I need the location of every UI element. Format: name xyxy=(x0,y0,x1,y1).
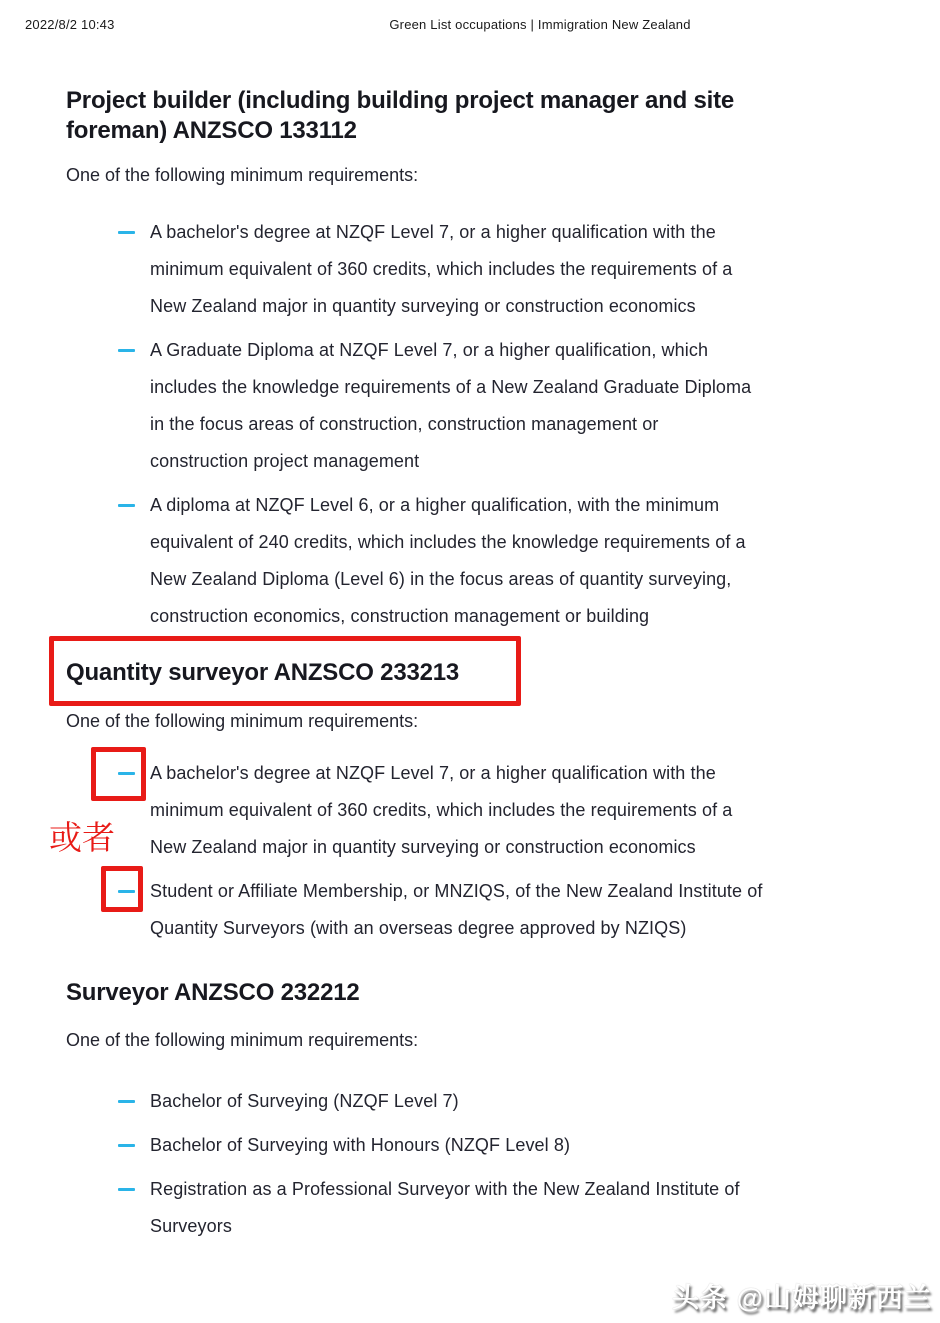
list-item-text: A Graduate Diploma at NZQF Level 7, or a higher qualification, which includes the knowledge requirements of a New Zealand Graduate Diploma in the focus areas of construction, construction management or construction project management xyxy=(150,340,752,471)
list-item xyxy=(118,755,798,866)
intro-surveyor: One of the following minimum requirements: xyxy=(66,1030,419,1050)
dash-bullet-icon xyxy=(118,1144,135,1147)
list-item-text: Bachelor of Surveying (NZQF Level 7) xyxy=(150,1091,459,1111)
red-annotation-box-bullet-1 xyxy=(91,747,146,801)
list-item xyxy=(118,1171,798,1245)
list-item xyxy=(118,487,798,635)
dash-bullet-icon xyxy=(118,1188,135,1191)
requirements-list-quantity-surveyor xyxy=(118,755,798,954)
list-item xyxy=(118,1083,798,1120)
list-item-text: Student or Affiliate Membership, or MNZIQS, of the New Zealand Institute of Quantity Surveyors (with an overseas degree approved by NZIQS) xyxy=(150,881,763,938)
list-item xyxy=(118,1127,798,1164)
list-item-text: Registration as a Professional Surveyor with the New Zealand Institute of Surveyors xyxy=(150,1179,740,1236)
dash-bullet-icon xyxy=(118,504,135,507)
list-item-text: A bachelor's degree at NZQF Level 7, or a higher qualification with the minimum equivalent of 360 credits, which includes the requirements of a New Zealand major in quantity surveying or construction economics xyxy=(150,763,733,857)
section-heading-surveyor: Surveyor ANZSCO 232212 xyxy=(66,979,360,1006)
list-item xyxy=(118,332,798,480)
or-annotation-label: 或者 xyxy=(49,819,115,856)
print-timestamp: 2022/8/2 10:43 xyxy=(25,17,115,32)
list-item-text: A bachelor's degree at NZQF Level 7, or a higher qualification with the minimum equivalent of 360 credits, which includes the requirements of a New Zealand major in quantity surveying or construction economics xyxy=(150,222,733,316)
dash-bullet-icon xyxy=(118,231,135,234)
intro-quantity-surveyor: One of the following minimum requirements: xyxy=(66,711,419,731)
watermark-text: 头条 @山姆聊新西兰 xyxy=(672,1283,932,1313)
intro-project-builder: One of the following minimum requirements: xyxy=(66,165,419,185)
red-annotation-box-bullet-2 xyxy=(101,866,143,912)
section-heading-quantity-surveyor: Quantity surveyor ANZSCO 233213 xyxy=(66,659,460,686)
dash-bullet-icon xyxy=(118,1100,135,1103)
list-item-text: A diploma at NZQF Level 6, or a higher qualification, with the minimum equivalent of 240 credits, which includes the knowledge requirements of a New Zealand Diploma (Level 6) in the focus areas of quantity surveying, construction economics, construction management or building xyxy=(150,495,746,626)
requirements-list-project-builder xyxy=(118,214,798,642)
print-header-title: Green List occupations | Immigration New Zealand xyxy=(389,17,691,32)
list-item xyxy=(118,214,798,325)
list-item-text: Bachelor of Surveying with Honours (NZQF Level 8) xyxy=(150,1135,571,1155)
list-item xyxy=(118,873,798,947)
dash-bullet-icon xyxy=(118,349,135,352)
requirements-list-surveyor xyxy=(118,1083,798,1252)
section-heading-project-builder: Project builder (including building project manager and site foreman) ANZSCO 133112 xyxy=(66,87,735,144)
